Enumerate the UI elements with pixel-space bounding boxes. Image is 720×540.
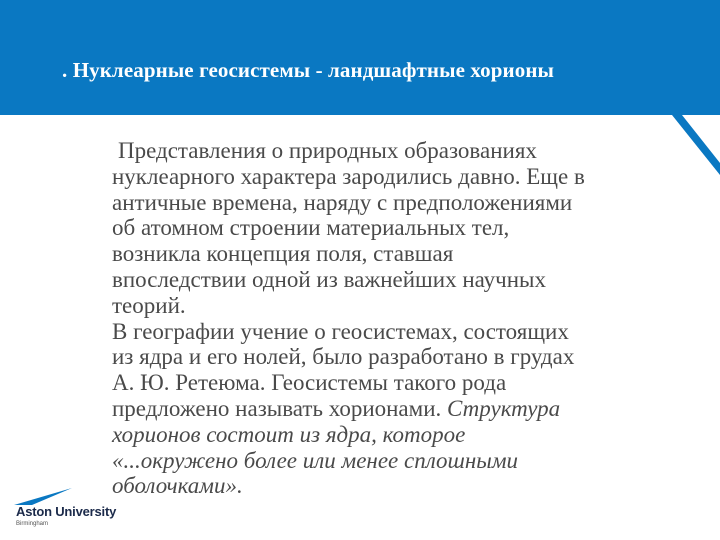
body-text-italic: Структура (447, 395, 561, 421)
slide-title: . Нуклеарные геосистемы - ландшафтные хорионы (62, 58, 555, 82)
body-line: впоследствии одной из важнейших научных (112, 266, 547, 292)
body-line-italic: хорионов состоит из ядра, которое (112, 421, 466, 447)
logo-city: Birmingham (16, 521, 49, 527)
body-text-regular: предложено называть хорионами. (112, 395, 442, 421)
logo-name: Aston University (16, 504, 117, 519)
body-line: об атомном строении материальных тел, (112, 215, 510, 241)
body-line: из ядра и его нолей, было разработано в грудах (112, 344, 575, 370)
slide-body (112, 138, 702, 499)
body-line: нуклеарного характера зародились давно. Еще в (112, 163, 585, 189)
body-line-italic: «...окружено более или менее сплошными (112, 447, 519, 473)
body-line-mixed (112, 396, 702, 422)
body-line: теорий. (112, 292, 186, 318)
aston-university-logo (14, 488, 134, 532)
body-line-italic: оболочками». (112, 473, 243, 499)
title-banner (0, 0, 720, 115)
body-line: В географии учение о геосистемах, состоящих (112, 318, 569, 344)
body-line: античные времена, наряду с предположениями (112, 189, 573, 215)
body-line: Представления о природных образованиях (118, 138, 537, 163)
body-line: возникла концепция поля, ставшая (112, 241, 454, 267)
body-line: А. Ю. Ретеюма. Геосистемы такого рода (112, 370, 507, 396)
